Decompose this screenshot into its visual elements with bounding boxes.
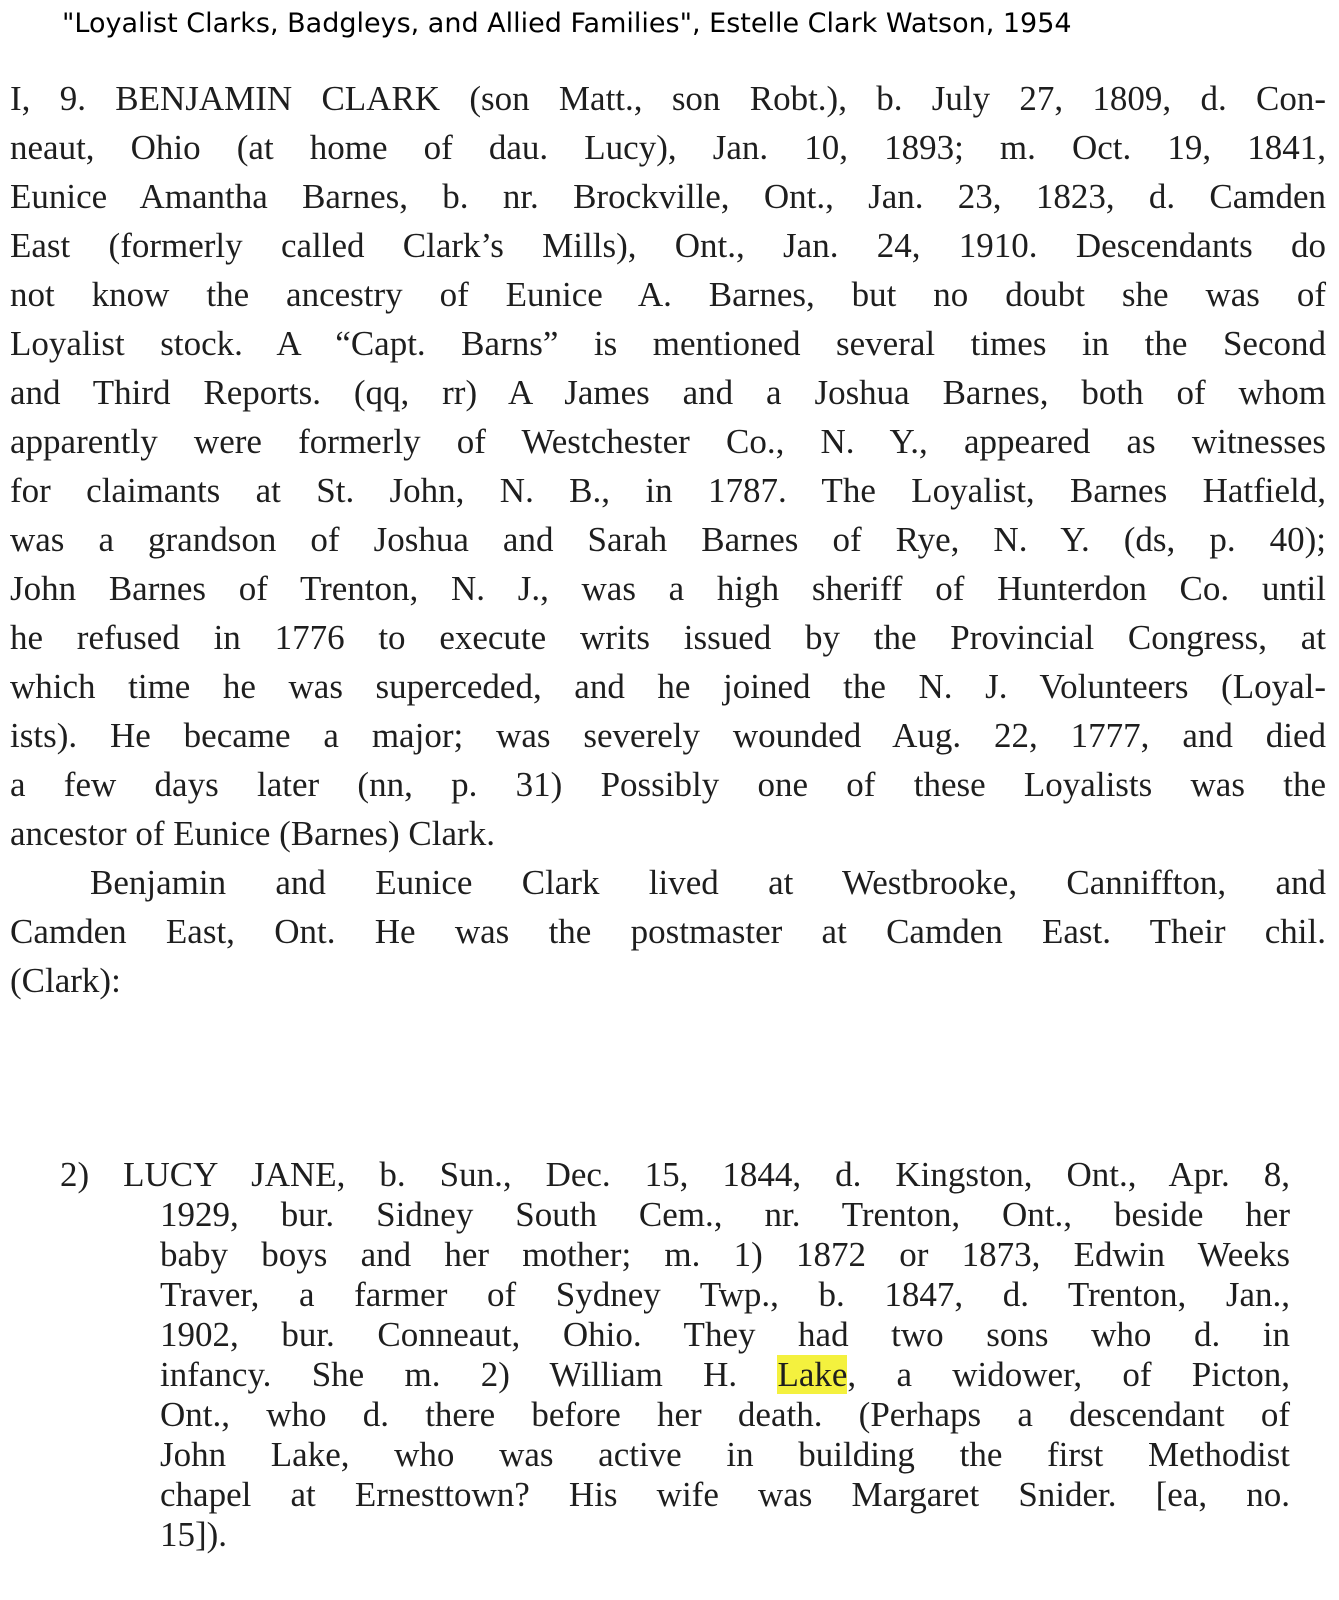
source-caption: "Loyalist Clarks, Badgleys, and Allied Families", Estelle Clark Watson, 1954 — [62, 8, 1072, 39]
text-line: East (formerly called Clark’s Mills), Ont., Jan. 24, 1910. Descendants do — [10, 226, 1326, 265]
text-line: ancestor of Eunice (Barnes) Clark. — [10, 814, 495, 853]
text-line: and Third Reports. (qq, rr) A James and a Joshua Barnes, both of whom — [10, 373, 1326, 412]
text-line: not know the ancestry of Eunice A. Barnes, but no doubt she was of — [10, 275, 1326, 314]
text-line: neaut, Ohio (at home of dau. Lucy), Jan. 10, 1893; m. Oct. 19, 1841, — [10, 128, 1326, 167]
text-line: for claimants at St. John, N. B., in 1787. The Loyalist, Barnes Hatfield, — [10, 471, 1326, 510]
text-line: Camden East, Ont. He was the postmaster at Camden East. Their chil. — [10, 912, 1326, 951]
text-line-highlighted — [60, 1355, 1290, 1395]
text-line: was a grandson of Joshua and Sarah Barnes of Rye, N. Y. (ds, p. 40); — [10, 520, 1326, 559]
text-line: baby boys and her mother; m. 1) 1872 or 1873, Edwin Weeks — [160, 1235, 1290, 1274]
text-line: 2) LUCY JANE, b. Sun., Dec. 15, 1844, d. Kingston, Ont., Apr. 8, — [60, 1155, 1290, 1194]
text-line: which time he was superceded, and he joined the N. J. Volunteers (Loyal- — [10, 667, 1326, 706]
text-line: Eunice Amantha Barnes, b. nr. Brockville, Ont., Jan. 23, 1823, d. Camden — [10, 177, 1326, 216]
text-line: ists). He became a major; was severely wounded Aug. 22, 1777, and died — [10, 716, 1326, 755]
text-line: 15]). — [160, 1515, 228, 1554]
text-line: Ont., who d. there before her death. (Perhaps a descendant of — [160, 1395, 1290, 1434]
text-segment: infancy. She m. 2) William H. — [160, 1355, 778, 1394]
text-line: a few days later (nn, p. 31) Possibly one of these Loyalists was the — [10, 765, 1326, 804]
text-line: John Barnes of Trenton, N. J., was a high sheriff of Hunterdon Co. until — [10, 569, 1326, 608]
text-line: 1902, bur. Conneaut, Ohio. They had two sons who d. in — [160, 1315, 1290, 1354]
text-line: Loyalist stock. A “Capt. Barns” is mentioned several times in the Second — [10, 324, 1326, 363]
text-segment: , a widower, of Picton, — [847, 1355, 1290, 1394]
text-line: I, 9. BENJAMIN CLARK (son Matt., son Robt.), b. July 27, 1809, d. Con- — [10, 79, 1326, 118]
text-line: apparently were formerly of Westchester Co., N. Y., appeared as witnesses — [10, 422, 1326, 461]
text-line: he refused in 1776 to execute writs issued by the Provincial Congress, at — [10, 618, 1326, 657]
excerpt-lucy-jane — [60, 1155, 1290, 1555]
highlighted-word: Lake — [777, 1355, 848, 1394]
text-line: Benjamin and Eunice Clark lived at Westbrooke, Canniffton, and — [90, 863, 1326, 902]
text-line: Traver, a farmer of Sydney Twp., b. 1847, d. Trenton, Jan., — [160, 1275, 1290, 1314]
text-line: (Clark): — [10, 961, 121, 1000]
text-line: John Lake, who was active in building the first Methodist — [160, 1435, 1290, 1474]
excerpt-benjamin-clark — [10, 74, 1326, 1005]
text-line: 1929, bur. Sidney South Cem., nr. Trenton, Ont., beside her — [160, 1195, 1290, 1234]
text-line: chapel at Ernesttown? His wife was Margaret Snider. [ea, no. — [160, 1475, 1290, 1514]
